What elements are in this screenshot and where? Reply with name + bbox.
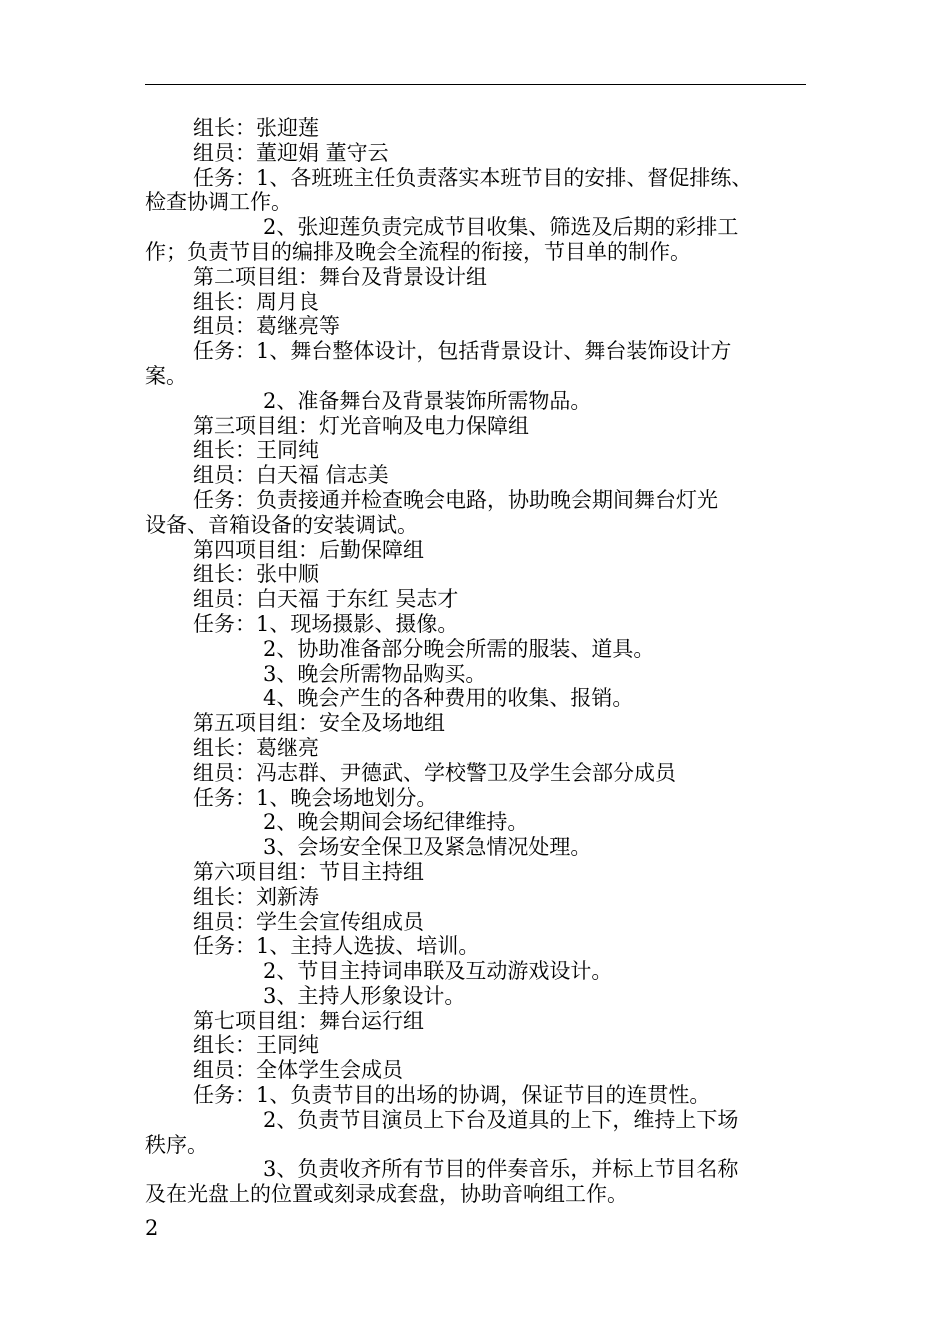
text-line: 组长：王同纯 (193, 1033, 319, 1058)
text-line: 3、负责收齐所有节目的伴奏音乐，并标上节目名称 (263, 1157, 739, 1182)
text-line: 任务：负责接通并检查晚会电路，协助晚会期间舞台灯光 (193, 487, 718, 512)
text-line: 组长：王同纯 (193, 438, 319, 463)
text-line: 任务：1、主持人选拔、培训。 (193, 934, 480, 959)
text-line: 2、准备舞台及背景装饰所需物品。 (263, 388, 592, 413)
text-line: 设备、音箱设备的安装调试。 (145, 512, 418, 537)
text-line: 任务：1、现场摄影、摄像。 (193, 611, 459, 636)
text-line: 2、负责节目演员上下台及道具的上下，维持上下场 (263, 1107, 739, 1132)
text-line: 案。 (145, 363, 187, 388)
text-line: 组员：白天福 于东红 吴志才 (193, 587, 459, 612)
text-line: 3、晚会所需物品购买。 (263, 661, 487, 686)
text-line: 秩序。 (145, 1132, 208, 1157)
text-line: 检查协调工作。 (145, 190, 292, 215)
text-line: 2、张迎莲负责完成节目收集、筛选及后期的彩排工 (263, 215, 739, 240)
text-line: 任务：1、负责节目的出场的协调，保证节目的连贯性。 (193, 1083, 711, 1108)
text-line: 组员：全体学生会成员 (193, 1058, 403, 1083)
text-line: 第七项目组：舞台运行组 (193, 1008, 424, 1033)
text-line: 组长：刘新涛 (193, 884, 319, 909)
text-line: 第二项目组：舞台及背景设计组 (193, 264, 487, 289)
page-number: 2 (145, 1216, 159, 1240)
text-line: 3、会场安全保卫及紧急情况处理。 (263, 835, 592, 860)
document-body (145, 116, 806, 1207)
text-line: 组长：张中顺 (193, 562, 319, 587)
text-line: 第四项目组：后勤保障组 (193, 537, 424, 562)
text-line: 作；负责节目的编排及晚会全流程的衔接，节目单的制作。 (145, 239, 691, 264)
text-line: 第三项目组：灯光音响及电力保障组 (193, 413, 529, 438)
text-line: 第五项目组：安全及场地组 (193, 711, 445, 736)
text-line: 任务：1、舞台整体设计，包括背景设计、舞台装饰设计方 (193, 339, 732, 364)
text-line: 组员：董迎娟 董守云 (193, 140, 389, 165)
text-line: 2、节目主持词串联及互动游戏设计。 (263, 959, 613, 984)
text-line: 组长：张迎莲 (193, 116, 319, 140)
text-line: 及在光盘上的位置或刻录成套盘，协助音响组工作。 (145, 1182, 628, 1207)
text-line: 3、主持人形象设计。 (263, 983, 466, 1008)
text-line: 4、晚会产生的各种费用的收集、报销。 (263, 686, 634, 711)
text-line: 组员：葛继亮等 (193, 314, 340, 339)
text-line: 2、协助准备部分晚会所需的服装、道具。 (263, 636, 655, 661)
text-line: 组长：葛继亮 (193, 735, 319, 760)
text-line: 组员：白天福 信志美 (193, 463, 389, 488)
text-line: 组员：冯志群、尹德武、学校警卫及学生会部分成员 (193, 760, 676, 785)
text-line: 任务：1、各班班主任负责落实本班节目的安排、督促排练、 (193, 165, 753, 190)
text-line: 任务：1、晚会场地划分。 (193, 785, 438, 810)
text-line: 组员：学生会宣传组成员 (193, 909, 424, 934)
text-line: 组长：周月良 (193, 289, 319, 314)
text-line: 第六项目组：节目主持组 (193, 859, 424, 884)
text-line: 2、晚会期间会场纪律维持。 (263, 810, 529, 835)
header-rule (145, 84, 806, 85)
